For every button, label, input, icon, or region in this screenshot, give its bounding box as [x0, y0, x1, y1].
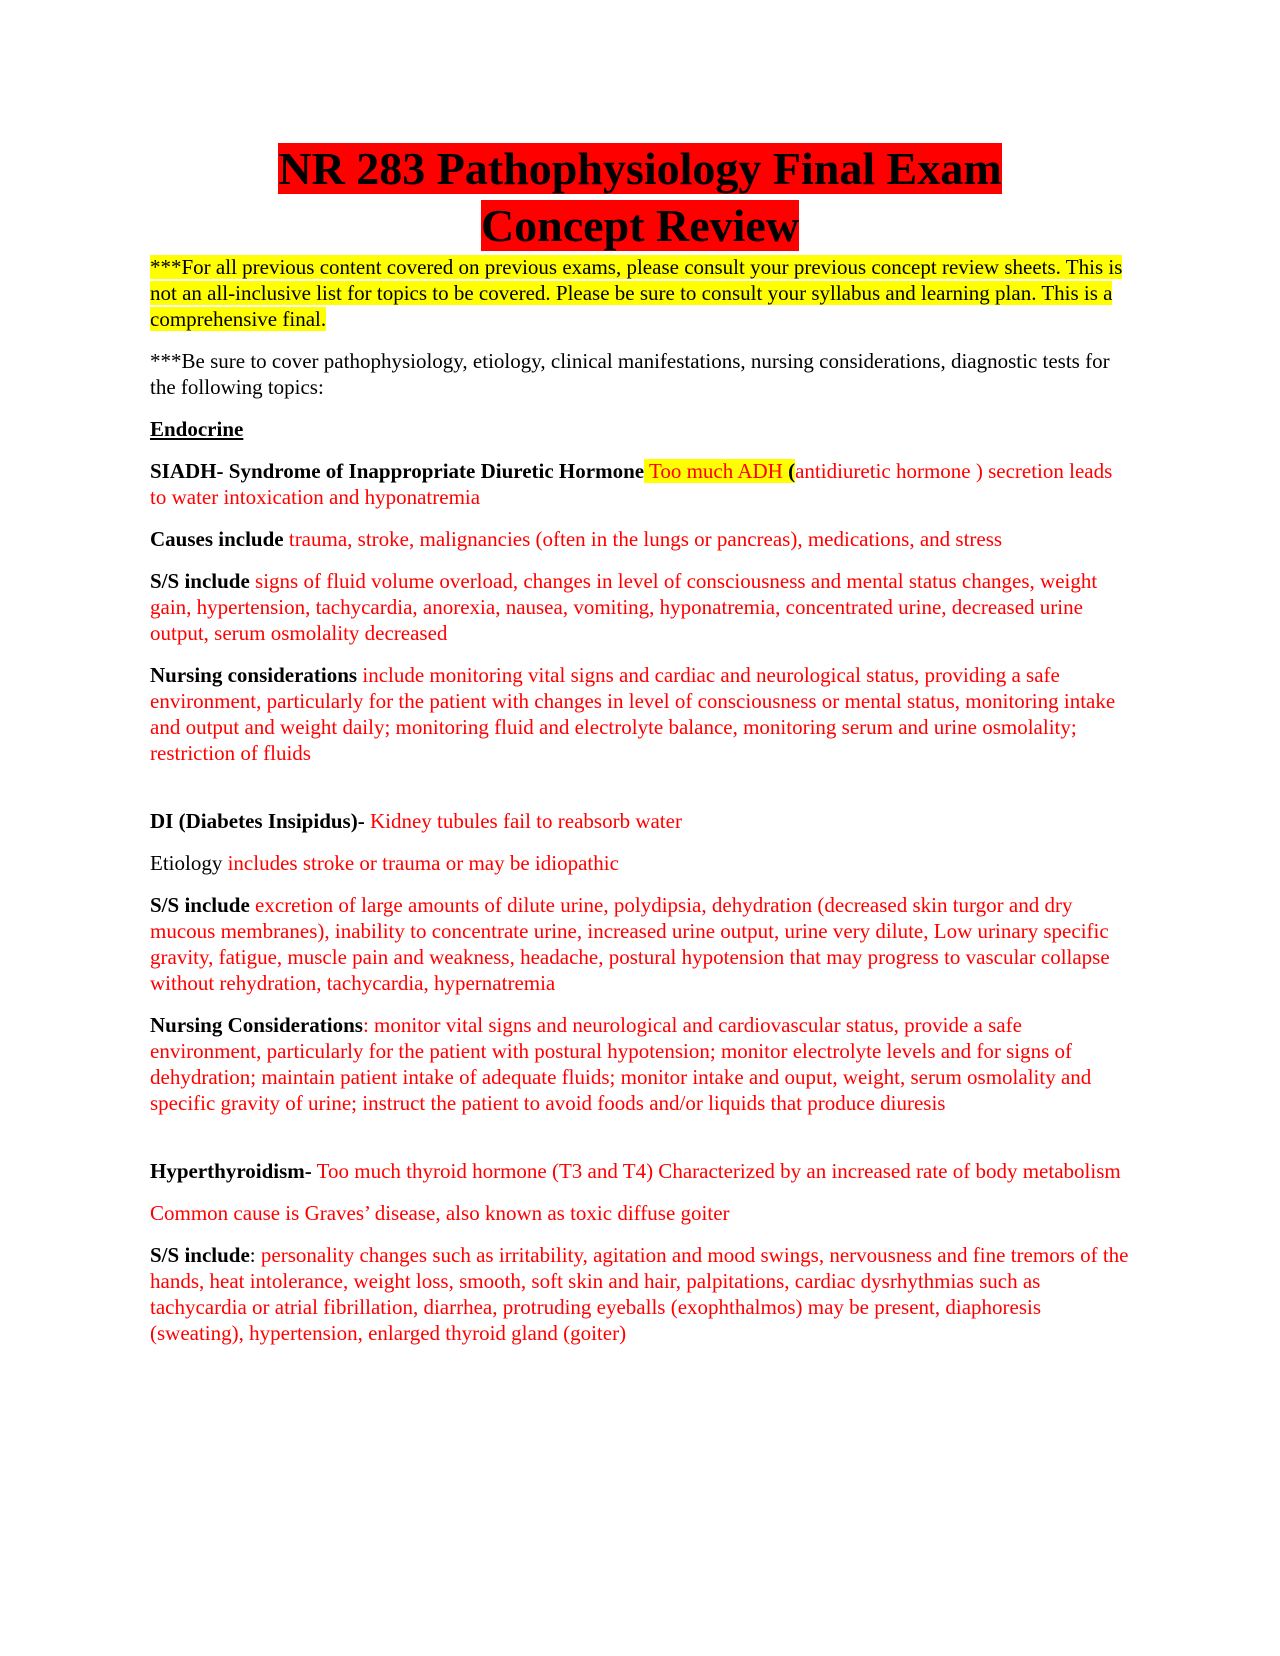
title-line-2: Concept Review	[480, 200, 800, 251]
hyper-ss-text: personality changes such as irritability, agitation and mood swings, nervousness and fine tremors of the hands, heat intolerance, weight loss, smooth, soft skin and hair, palpitations, cardiac dysrhythmias such as tachycardia or atrial fibrillation, diarrhea, protruding eyeballs (exophthalmos) may be present, diaphoresis (sweating), hypertension, enlarged thyroid gland (goiter)	[150, 1243, 1129, 1345]
di-nursing-label: Nursing Considerations	[150, 1013, 363, 1037]
intro-instructions: ***Be sure to cover pathophysiology, etiology, clinical manifestations, nursing considerations, diagnostic tests for the following topics:	[150, 349, 1110, 399]
di-etiology	[150, 850, 1130, 876]
di-nursing-colon: :	[362, 1013, 369, 1037]
intro-highlight: ***For all previous content covered on previous exams, please consult your previous concept review sheets. This is not an all-inclusive list for topics to be covered. Please be sure to consult your syllabus and learning plan. This is a comprehensive final.	[150, 255, 1123, 331]
siadh-nursing-label: Nursing considerations	[150, 663, 358, 687]
di-definition-text: Kidney tubules fail to reabsorb water	[364, 809, 682, 833]
page-title	[150, 140, 1130, 254]
hyper-symptoms	[150, 1242, 1130, 1346]
hyper-ss-colon: :	[249, 1243, 256, 1267]
intro-note	[150, 254, 1130, 332]
siadh-highlight-paren: (	[788, 459, 796, 483]
siadh-highlight: Too much ADH	[644, 459, 789, 483]
di-etiology-label: Etiology	[150, 851, 223, 875]
siadh-label: SIADH- Syndrome of Inappropriate Diuretic Hormone	[150, 459, 645, 483]
title-line-1: NR 283 Pathophysiology Final Exam	[278, 143, 1002, 194]
siadh-ss-text: signs of fluid volume overload, changes in level of consciousness and mental status changes, weight gain, hypertension, tachycardia, anorexia, nausea, vomiting, hyponatremia, concentrated urine, decreased urine output, serum osmolality decreased	[150, 569, 1098, 645]
di-ss-label: S/S include	[150, 893, 250, 917]
di-label: DI (Diabetes Insipidus)-	[150, 809, 365, 833]
hyper-ss-label: S/S include	[150, 1243, 250, 1267]
hyper-label: Hyperthyroidism-	[150, 1159, 312, 1183]
siadh-nursing	[150, 662, 1130, 766]
di-etiology-text: includes stroke or trauma or may be idiopathic	[222, 851, 619, 875]
siadh-symptoms	[150, 568, 1130, 646]
section-heading-endocrine: Endocrine	[150, 417, 244, 441]
siadh-nursing-text: include monitoring vital signs and cardiac and neurological status, providing a safe environment, particularly for the patient with changes in level of consciousness or mental status, monitoring intake and output and weight daily; monitoring fluid and electrolyte balance, monitoring serum and urine osmolality; restriction of fluids	[150, 663, 1116, 765]
hyper-definition	[150, 1158, 1130, 1184]
hyper-cause: Common cause is Graves’ disease, also known as toxic diffuse goiter	[150, 1201, 730, 1225]
siadh-definition-text: antidiuretic hormone ) secretion leads to water intoxication and hyponatremia	[150, 459, 1113, 509]
di-symptoms	[150, 892, 1130, 996]
siadh-causes	[150, 526, 1130, 552]
di-nursing	[150, 1012, 1130, 1116]
di-ss-text: excretion of large amounts of dilute urine, polydipsia, dehydration (decreased skin turgor and dry mucous membranes), inability to concentrate urine, increased urine output, urine very dilute, Low urinary specific gravity, fatigue, muscle pain and weakness, headache, postural hypotension that may progress to vascular collapse without rehydration, tachycardia, hypernatremia	[150, 893, 1110, 995]
hyper-definition-text: Too much thyroid hormone (T3 and T4) Characterized by an increased rate of body metabolism	[311, 1159, 1121, 1183]
siadh-causes-text: trauma, stroke, malignancies (often in the lungs or pancreas), medications, and stress	[283, 527, 1003, 551]
di-definition	[150, 808, 1130, 834]
siadh-causes-label: Causes include	[150, 527, 284, 551]
document-page	[150, 140, 1130, 1346]
siadh-ss-label: S/S include	[150, 569, 250, 593]
siadh-definition	[150, 458, 1130, 510]
di-nursing-text: monitor vital signs and neurological and cardiovascular status, provide a safe environment, particularly for the patient with postural hypotension; monitor electrolyte levels and for signs of dehydration; maintain patient intake of adequate fluids; monitor intake and ouput, weight, serum osmolality and specific gravity of urine; instruct the patient to avoid foods and/or liquids that produce diuresis	[150, 1013, 1092, 1115]
